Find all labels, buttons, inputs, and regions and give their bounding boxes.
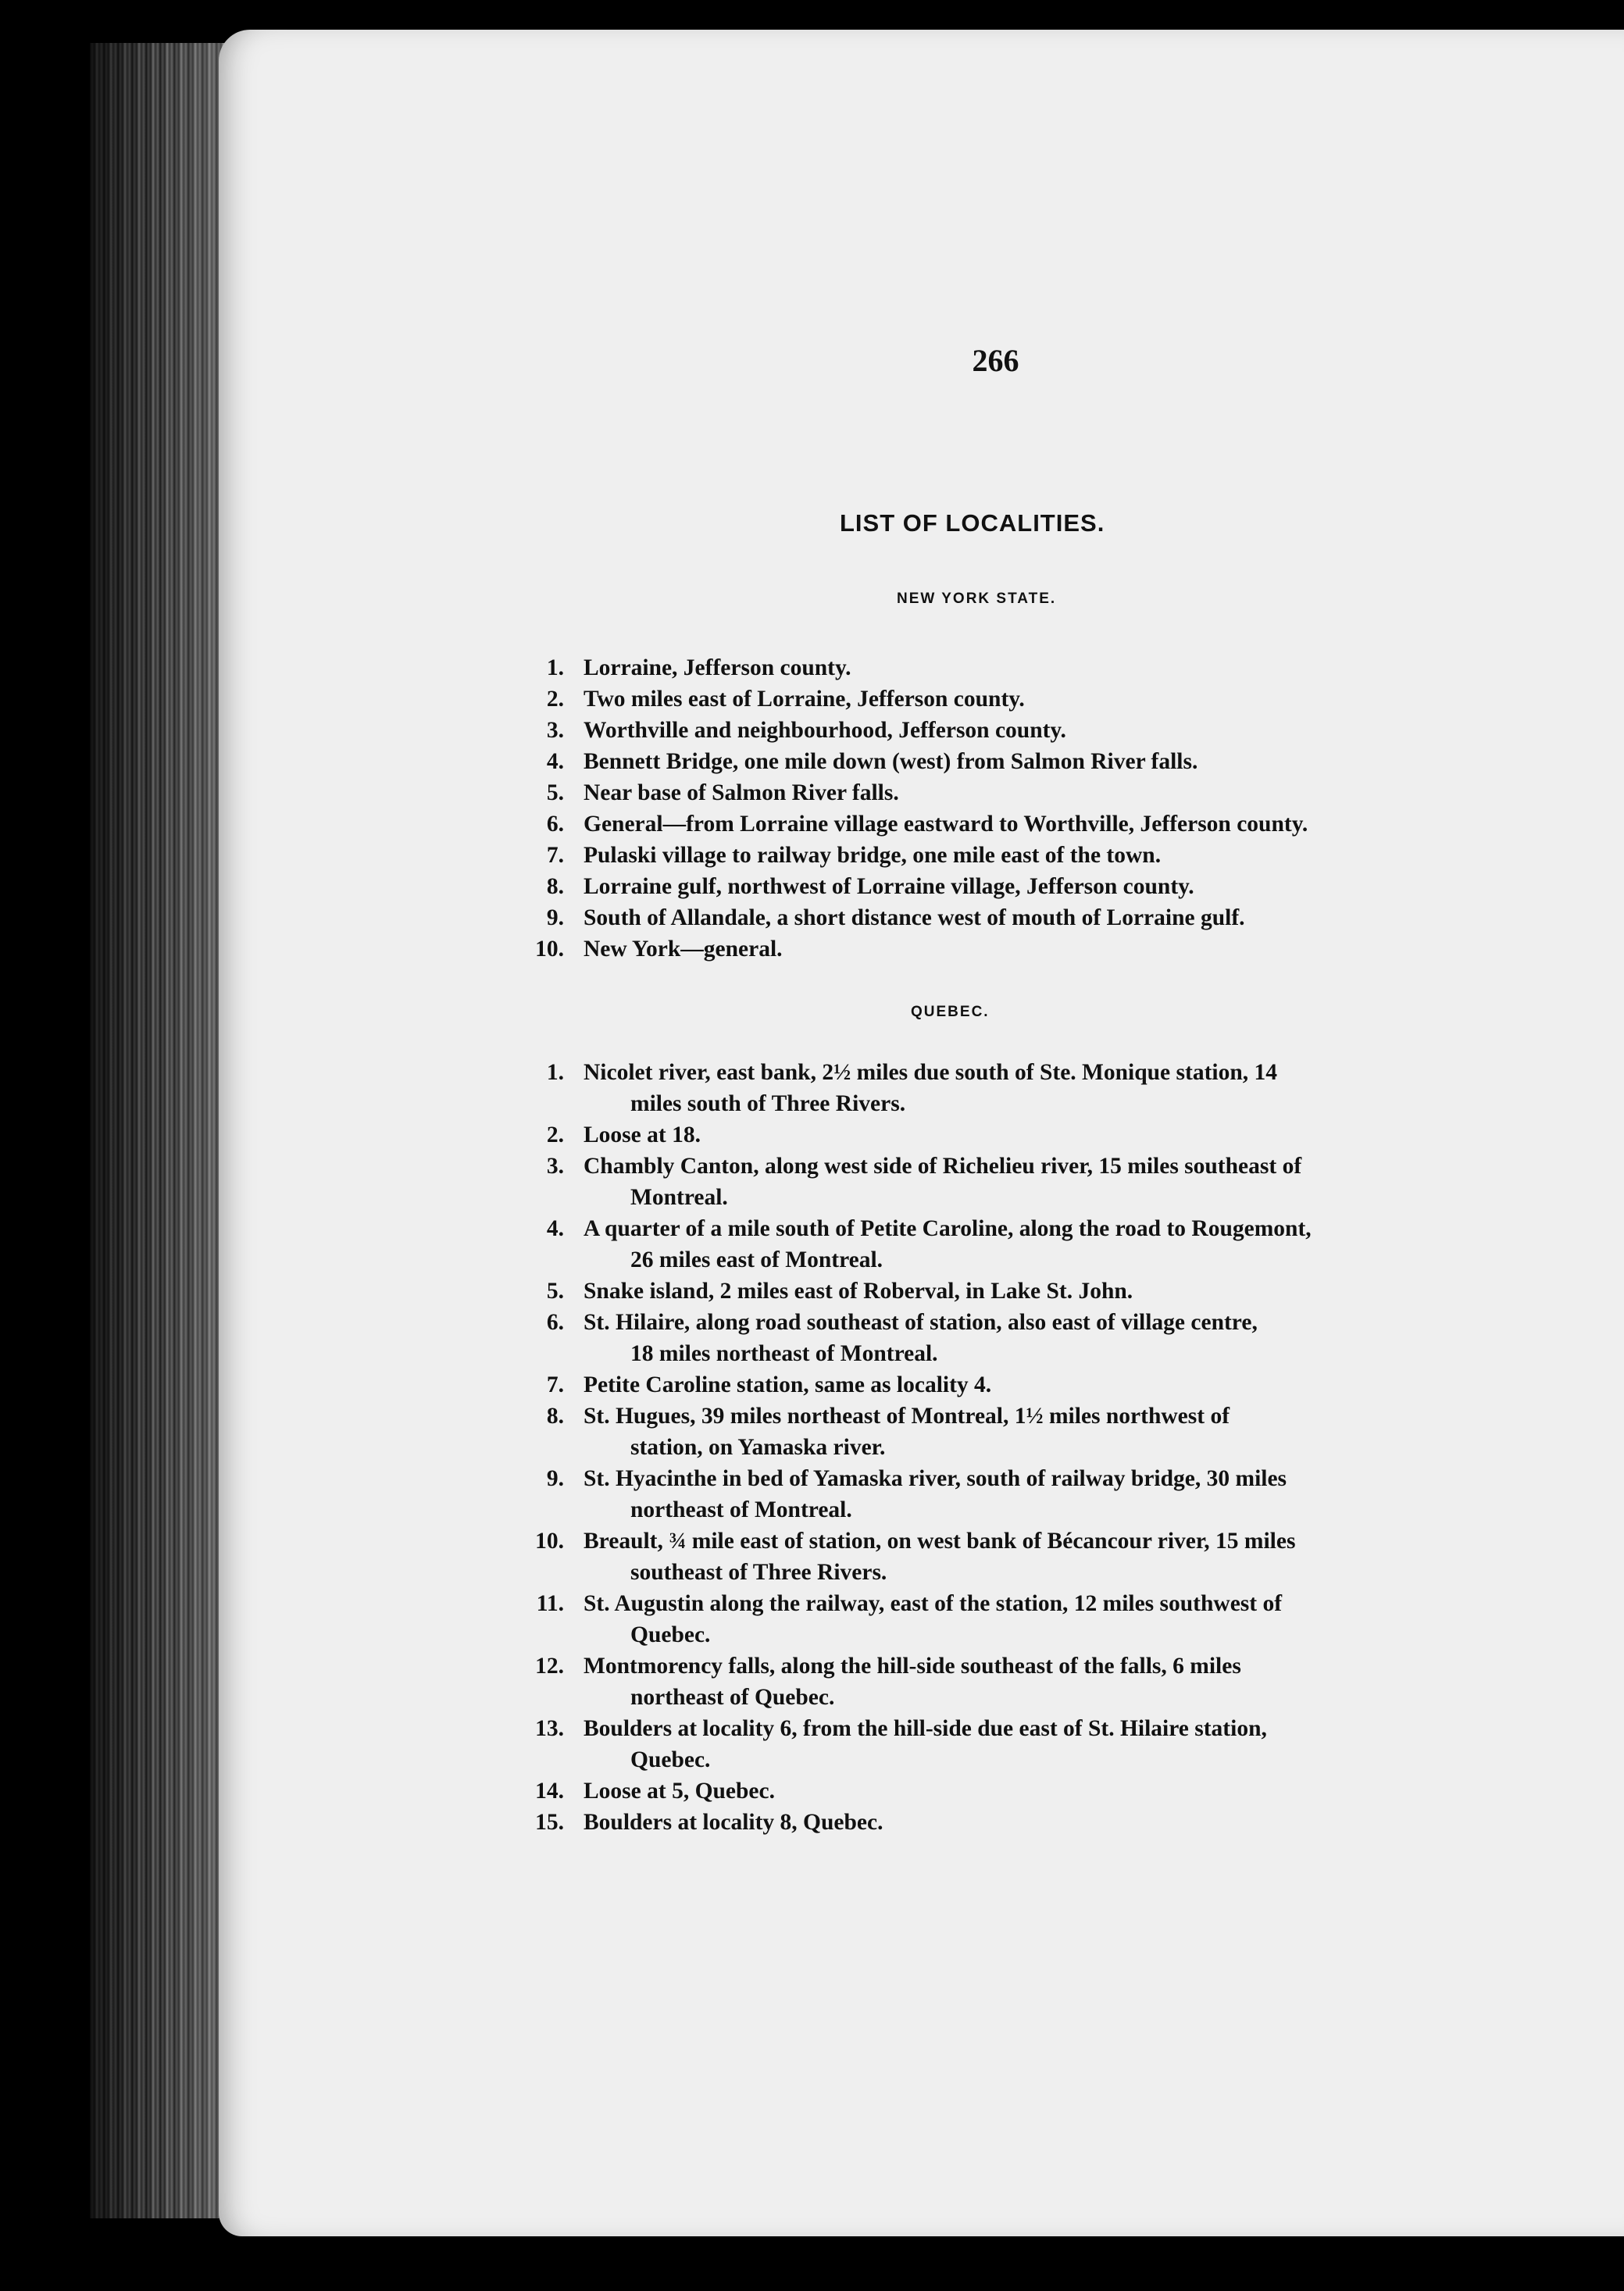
locality-entry xyxy=(531,1119,1437,1151)
locality-entry xyxy=(531,871,1437,902)
locality-description-continued: Quebec. xyxy=(630,1747,711,1772)
locality-description: Boulders at locality 8, Quebec. xyxy=(584,1810,883,1835)
locality-entry xyxy=(531,1369,1437,1401)
locality-number: 11. xyxy=(536,1591,564,1616)
locality-description: Lorraine gulf, northwest of Lorraine village, Jefferson county. xyxy=(584,874,1194,899)
locality-entry xyxy=(531,902,1437,933)
locality-entry xyxy=(531,1775,1437,1807)
locality-description-continued: northeast of Quebec. xyxy=(630,1685,835,1710)
locality-number: 3. xyxy=(546,1154,564,1179)
locality-entry xyxy=(531,1807,1437,1838)
locality-entry xyxy=(531,1526,1437,1588)
locality-entry xyxy=(531,715,1437,746)
locality-number: 7. xyxy=(546,843,564,868)
quebec-localities-list xyxy=(531,1057,1437,1838)
book-spine xyxy=(90,43,238,2218)
locality-entry xyxy=(531,683,1437,715)
locality-description: St. Hilaire, along road southeast of station, also east of village centre, xyxy=(584,1310,1258,1335)
locality-description: Chambly Canton, along west side of Richelieu river, 15 miles southeast of xyxy=(584,1154,1302,1179)
locality-entry xyxy=(531,1650,1437,1713)
locality-entry xyxy=(531,1057,1437,1119)
locality-entry xyxy=(531,652,1437,683)
locality-number: 8. xyxy=(546,874,564,899)
locality-description: Lorraine, Jefferson county. xyxy=(584,655,851,680)
locality-description: Petite Caroline station, same as locality 4. xyxy=(584,1372,992,1397)
locality-number: 9. xyxy=(546,1466,564,1491)
locality-entry xyxy=(531,933,1437,965)
locality-description-continued: Montreal. xyxy=(630,1185,728,1210)
locality-description-continued: 26 miles east of Montreal. xyxy=(630,1247,883,1272)
locality-description-continued: 18 miles northeast of Montreal. xyxy=(630,1341,938,1366)
locality-number: 15. xyxy=(535,1810,564,1835)
locality-number: 4. xyxy=(546,1216,564,1241)
locality-description-continued: Quebec. xyxy=(630,1622,711,1647)
locality-number: 1. xyxy=(546,1060,564,1085)
locality-number: 2. xyxy=(546,1122,564,1147)
locality-number: 3. xyxy=(546,718,564,743)
book-page xyxy=(219,30,1624,2236)
locality-number: 10. xyxy=(535,937,564,962)
page-title: LIST OF LOCALITIES. xyxy=(840,509,1105,537)
locality-entry xyxy=(531,777,1437,808)
new-york-localities-list xyxy=(531,652,1437,965)
locality-description-continued: northeast of Montreal. xyxy=(630,1497,852,1522)
locality-entry xyxy=(531,1276,1437,1307)
locality-description: Breault, ¾ mile east of station, on west bank of Bécancour river, 15 miles xyxy=(584,1529,1296,1554)
locality-description-continued: station, on Yamaska river. xyxy=(630,1435,886,1460)
locality-description: New York—general. xyxy=(584,937,783,962)
locality-description: Snake island, 2 miles east of Roberval, in Lake St. John. xyxy=(584,1279,1133,1304)
locality-description: Bennett Bridge, one mile down (west) from Salmon River falls. xyxy=(584,749,1198,774)
locality-description-continued: southeast of Three Rivers. xyxy=(630,1560,887,1585)
locality-number: 9. xyxy=(546,905,564,930)
locality-description: Two miles east of Lorraine, Jefferson county. xyxy=(584,687,1025,712)
section-heading-quebec: QUEBEC. xyxy=(911,1004,990,1020)
locality-number: 5. xyxy=(546,780,564,805)
locality-entry xyxy=(531,1713,1437,1775)
locality-description: Loose at 18. xyxy=(584,1122,701,1147)
locality-number: 13. xyxy=(535,1716,564,1741)
locality-description: St. Hugues, 39 miles northeast of Montreal, 1½ miles northwest of xyxy=(584,1404,1230,1429)
locality-number: 2. xyxy=(546,687,564,712)
locality-entry xyxy=(531,1463,1437,1526)
locality-entry xyxy=(531,1151,1437,1213)
locality-number: 8. xyxy=(546,1404,564,1429)
locality-number: 6. xyxy=(546,1310,564,1335)
locality-description-continued: miles south of Three Rivers. xyxy=(630,1091,906,1116)
locality-number: 6. xyxy=(546,812,564,837)
locality-entry xyxy=(531,1401,1437,1463)
locality-description: St. Hyacinthe in bed of Yamaska river, south of railway bridge, 30 miles xyxy=(584,1466,1287,1491)
locality-entry xyxy=(531,808,1437,840)
locality-description: Boulders at locality 6, from the hill-side due east of St. Hilaire station, xyxy=(584,1716,1267,1741)
locality-description: Pulaski village to railway bridge, one mile east of the town. xyxy=(584,843,1162,868)
locality-number: 1. xyxy=(546,655,564,680)
locality-entry xyxy=(531,746,1437,777)
locality-entry xyxy=(531,1588,1437,1650)
section-heading-new-york: NEW YORK STATE. xyxy=(897,591,1057,607)
locality-number: 12. xyxy=(535,1654,564,1679)
locality-description: St. Augustin along the railway, east of the station, 12 miles southwest of xyxy=(584,1591,1283,1616)
locality-description: Nicolet river, east bank, 2½ miles due south of Ste. Monique station, 14 xyxy=(584,1060,1278,1085)
locality-number: 14. xyxy=(535,1779,564,1804)
locality-description: General—from Lorraine village eastward to Worthville, Jefferson county. xyxy=(584,812,1308,837)
locality-entry xyxy=(531,1213,1437,1276)
locality-description: Worthville and neighbourhood, Jefferson county. xyxy=(584,718,1066,743)
locality-number: 7. xyxy=(546,1372,564,1397)
locality-description: Near base of Salmon River falls. xyxy=(584,780,899,805)
page-number: 266 xyxy=(972,343,1019,378)
locality-entry xyxy=(531,840,1437,871)
locality-entry xyxy=(531,1307,1437,1369)
locality-number: 4. xyxy=(546,749,564,774)
locality-number: 10. xyxy=(535,1529,564,1554)
locality-description: Montmorency falls, along the hill-side southeast of the falls, 6 miles xyxy=(584,1654,1241,1679)
locality-description: Loose at 5, Quebec. xyxy=(584,1779,775,1804)
locality-description: South of Allandale, a short distance west of mouth of Lorraine gulf. xyxy=(584,905,1245,930)
locality-description: A quarter of a mile south of Petite Caroline, along the road to Rougemont, xyxy=(584,1216,1312,1241)
locality-number: 5. xyxy=(546,1279,564,1304)
